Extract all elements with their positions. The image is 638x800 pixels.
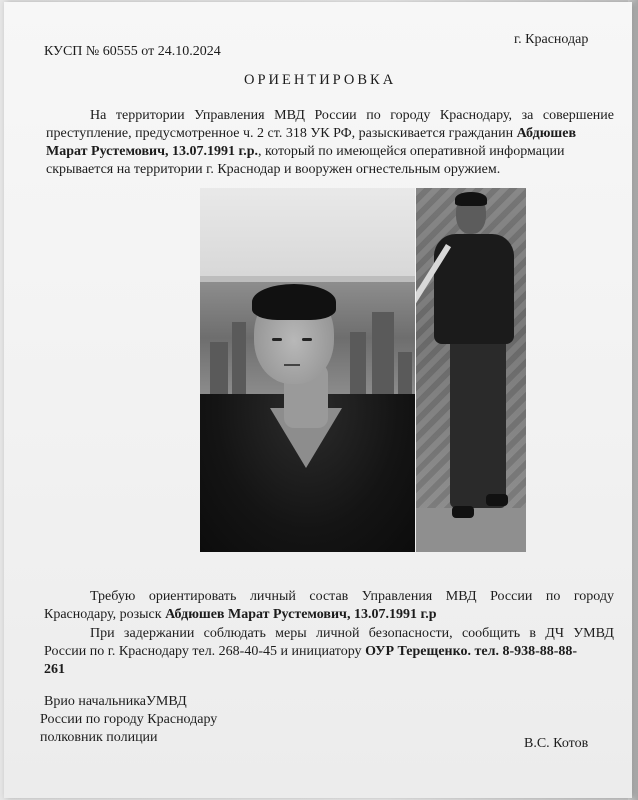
signature-name: В.С. Котов bbox=[524, 736, 589, 751]
para1-line1: На территории Управления МВД России по городу Краснодару, за совершение bbox=[90, 108, 614, 123]
signature-rank: полковник полиции bbox=[40, 730, 158, 745]
signature-department: России по городу Краснодару bbox=[40, 712, 218, 727]
city-label: г. Краснодар bbox=[514, 32, 589, 47]
suspect-photo-portrait bbox=[200, 188, 415, 552]
suspect-photo-cctv bbox=[416, 188, 526, 552]
para3-line2: России по г. Краснодару тел. 268-40-45 и инициатору ОУР Терещенко. тел. 8-938-88-88- bbox=[44, 644, 578, 659]
para3-line3: 261 bbox=[44, 662, 65, 677]
document-sheet bbox=[4, 2, 632, 798]
para2-line1: Требую ориентировать личный состав Управления МВД России по городу bbox=[90, 589, 614, 604]
kusp-number: КУСП № 60555 от 24.10.2024 bbox=[44, 44, 221, 59]
para2-line2: Краснодару, розыск Абдюшев Марат Рустемович, 13.07.1991 г.р bbox=[44, 607, 437, 622]
para1-line3: Марат Рустемович, 13.07.1991 г.р., который по имеющейся оперативной информации bbox=[46, 144, 565, 159]
document-title: ОРИЕНТИРОВКА bbox=[244, 72, 397, 88]
para1-line4: скрывается на территории г. Краснодар и вооружен огнестельным оружием. bbox=[46, 162, 501, 177]
para1-line2: преступление, предусмотренное ч. 2 ст. 318 УК РФ, разыскивается гражданин Абдюшев bbox=[46, 126, 577, 141]
para3-line1: При задержании соблюдать меры личной безопасности, сообщить в ДЧ УМВД bbox=[90, 626, 614, 641]
signature-position: Врио начальникаУМВД bbox=[44, 694, 187, 709]
